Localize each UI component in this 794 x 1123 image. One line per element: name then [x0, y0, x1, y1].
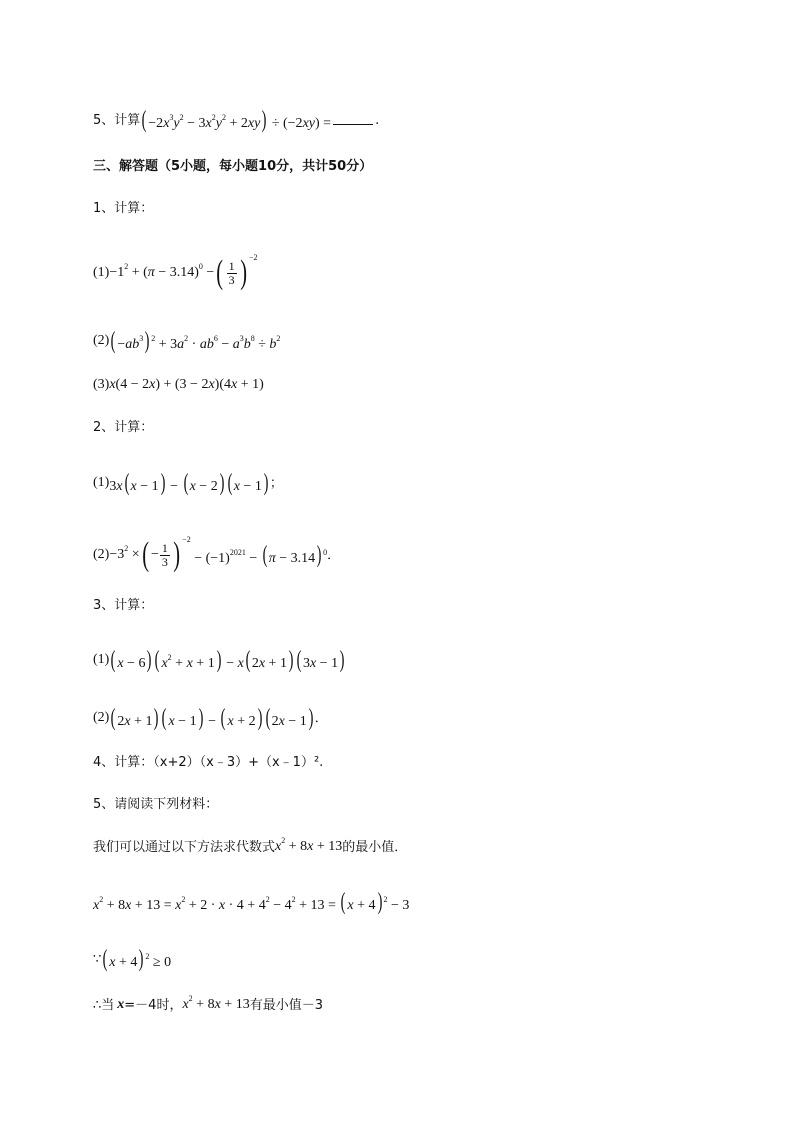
item-label: (2) [93, 710, 110, 725]
intro-text-a: 我们可以通过以下方法求代数式 [93, 839, 276, 855]
math-expression-a: $-3^2$ × [109, 544, 140, 562]
math-expression: $x^2 + 8x + 13 = x^2 + 2 \cdot x \cdot 4 + 4^2 - 4^2 + 13$ = ( x + 4) $^2$ − 3 [93, 889, 410, 915]
minus-sign: − [150, 547, 159, 562]
intro-text-b: 的最小值． [342, 839, 408, 855]
math-expression: ( x − 6) ( $x^2 + x + 1) - x$( 2x + 1) ( 3x − 1) [110, 647, 345, 673]
math-expression: $x^2 + 8x + 13$ [182, 994, 250, 1012]
math-expression: ( 2x + 1) ( x − 1) − ( x + 2) ( 2x − 1) [110, 705, 314, 731]
because-symbol: ∵ [93, 951, 102, 967]
problem-5-therefore [93, 994, 323, 1013]
fill-question-5 [93, 108, 379, 132]
semicolon: ； [269, 475, 283, 491]
exponent: −2 [182, 535, 191, 544]
problem-3-item-1 [93, 648, 346, 672]
fraction-one-third: $\frac{1}{3}$ [161, 540, 168, 569]
item-label: (1) [93, 652, 110, 667]
therefore-text-c: 有最小值－3 [249, 997, 323, 1013]
item-label: (2) [93, 333, 110, 348]
math-expression: 3x( x − 1) − ( x − 2) ( x − 1) [109, 470, 269, 496]
item-label: (2) [93, 547, 110, 562]
period: ． [314, 710, 328, 726]
problem-5-because [93, 947, 171, 971]
problem-1-title: 1、计算： [93, 201, 154, 216]
section-heading: 三、解答题（5小题，每小题10分，共计50分） [93, 159, 373, 174]
variable-x: x [117, 997, 125, 1012]
math-expression: ( x + 4) $^2$ ≥ 0 [102, 946, 172, 972]
problem-1-item-3 [93, 378, 264, 392]
therefore-text-b: =－4时， [124, 997, 183, 1013]
fraction-one-third: $\frac{1}{3}$ [228, 258, 235, 287]
problem-4: 4、计算：（x+2）（x﹣3）+（x﹣1）². [93, 755, 324, 770]
therefore-text-a: ∴当 [93, 997, 115, 1013]
problem-3-title: 3、计算： [93, 598, 154, 613]
item-label: (3) [93, 377, 110, 392]
paren-right: ) [239, 254, 247, 291]
period: ． [327, 547, 341, 563]
period: . [375, 112, 380, 128]
answer-blank [333, 123, 373, 125]
math-expression: x(4 − 2x) + (3 − 2x)(4x + 1) [109, 377, 264, 392]
item-label: (1) [93, 475, 110, 490]
math-expression: $-1^2 + (\pi - 3.14)^0$ − [109, 262, 215, 280]
problem-2-title: 2、计算： [93, 420, 154, 435]
math-expression-b: − $(-1)^{2021}$ − ( π − 3.14) $^0$ [190, 542, 328, 568]
problem-1-item-2 [93, 329, 280, 353]
problem-1-item-1 [93, 253, 258, 291]
item-label: (1) [93, 265, 110, 280]
math-expression: ( $-ab^3$) $^2 + 3a^2 \cdot ab^6 - a^3b^8 \div b^2$ [110, 328, 281, 354]
question-number: 5、计算 [93, 112, 141, 128]
math-expression: $x^2 + 8x + 13$ [275, 836, 343, 854]
exponent: −2 [248, 253, 258, 262]
problem-5-intro [93, 836, 408, 855]
problem-2-item-2 [93, 535, 341, 573]
math-expression: ( $-2x^3y^2 - 3x^2y^2 + 2xy) \div (-2xy)$ = [141, 107, 332, 133]
problem-3-item-2 [93, 706, 328, 730]
paren-left: ( [216, 254, 224, 291]
problem-5-title: 5、请阅读下列材料： [93, 797, 219, 812]
paren-left: ( [141, 536, 149, 573]
problem-2-item-1 [93, 471, 283, 495]
problem-5-derivation [93, 890, 409, 914]
paren-right: ) [173, 536, 180, 573]
